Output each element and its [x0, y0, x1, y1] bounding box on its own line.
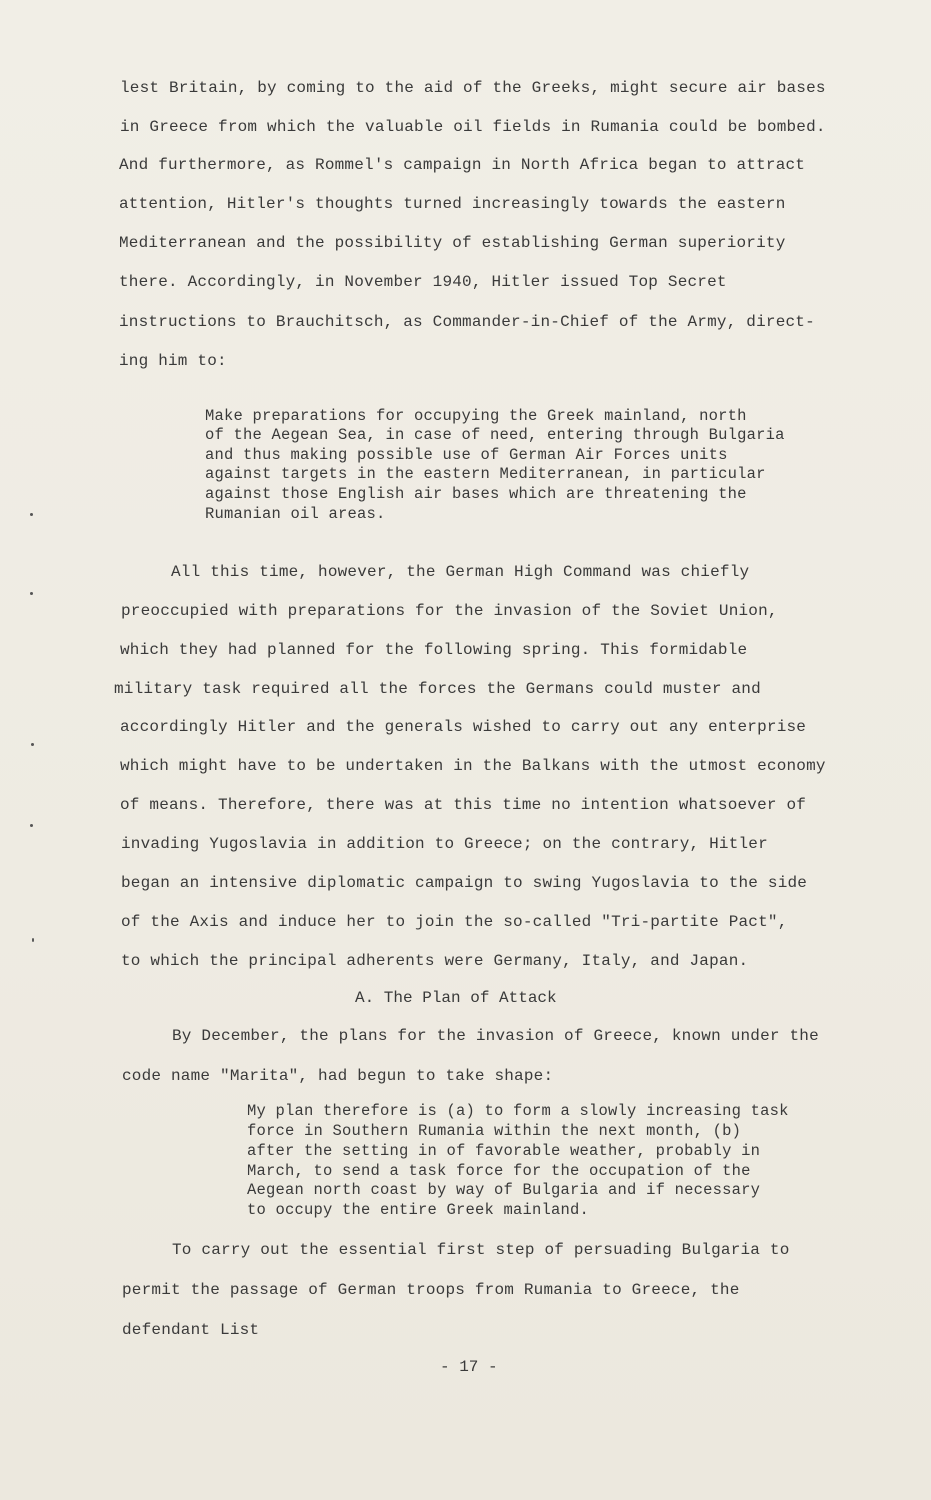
margin-speck [30, 592, 33, 595]
paragraph-2-line: which might have to be undertaken in the Balkans with the utmost economy [120, 757, 826, 775]
paragraph-2-line: began an intensive diplomatic campaign to swing Yugoslavia to the side [121, 874, 808, 892]
quote-2-line: Aegean north coast by way of Bulgaria and if necessary [247, 1181, 761, 1199]
paragraph-3-line: By December, the plans for the invasion of Greece, known under the [172, 1027, 819, 1045]
paragraph-2-line: accordingly Hitler and the generals wished to carry out any enterprise [120, 718, 807, 736]
paragraph-2-line: All this time, however, the German High Command was chiefly [171, 563, 750, 581]
paragraph-2-line: to which the principal adherents were Germany, Italy, and Japan. [121, 952, 749, 970]
paragraph-1-line: there. Accordingly, in November 1940, Hitler issued Top Secret [119, 273, 727, 291]
paragraph-1-line: in Greece from which the valuable oil fields in Rumania could be bombed. [120, 118, 826, 136]
paragraph-4-line: To carry out the essential first step of persuading Bulgaria to [172, 1241, 790, 1259]
quote-2-line: after the setting in of favorable weather, probably in [247, 1142, 761, 1160]
paragraph-2-line: military task required all the forces the Germans could muster and [114, 680, 761, 698]
quote-1-line: and thus making possible use of German Air Forces units [205, 446, 728, 464]
quote-1-line: of the Aegean Sea, in case of need, entering through Bulgaria [205, 426, 785, 444]
quote-1-line: against those English air bases which are threatening the [205, 485, 747, 503]
paragraph-2-line: invading Yugoslavia in addition to Greece; on the contrary, Hitler [121, 835, 768, 853]
margin-speck [30, 824, 33, 827]
paragraph-1-line: lest Britain, by coming to the aid of the Greeks, might secure air bases [120, 79, 826, 97]
paragraph-2-line: which they had planned for the following spring. This formidable [120, 641, 748, 659]
margin-speck [32, 938, 34, 942]
section-heading: A. The Plan of Attack [355, 989, 557, 1007]
paragraph-1-line: attention, Hitler's thoughts turned increasingly towards the eastern [119, 195, 786, 213]
margin-speck [30, 513, 33, 516]
paragraph-1-line: And furthermore, as Rommel's campaign in North Africa began to attract [119, 156, 806, 174]
paragraph-1-line: instructions to Brauchitsch, as Commander-in-Chief of the Army, direct- [119, 313, 815, 331]
quote-1-line: against targets in the eastern Mediterranean, in particular [205, 465, 766, 483]
page-number: - 17 - [440, 1358, 498, 1376]
paragraph-1-line: ing him to: [119, 352, 227, 370]
paragraph-1-line: Mediterranean and the possibility of establishing German superiority [119, 234, 786, 252]
paragraph-2-line: preoccupied with preparations for the invasion of the Soviet Union, [121, 602, 778, 620]
quote-2-line: to occupy the entire Greek mainland. [247, 1201, 590, 1219]
quote-1-line: Make preparations for occupying the Greek mainland, north [205, 407, 747, 425]
paragraph-2-line: of means. Therefore, there was at this time no intention whatsoever of [120, 796, 807, 814]
margin-speck [31, 743, 34, 746]
quote-1-line: Rumanian oil areas. [205, 505, 386, 523]
paragraph-4-line: permit the passage of German troops from Rumania to Greece, the [122, 1281, 740, 1299]
paragraph-4-line: defendant List [122, 1321, 260, 1339]
quote-2-line: My plan therefore is (a) to form a slowly increasing task [247, 1102, 789, 1120]
quote-2-line: force in Southern Rumania within the next month, (b) [247, 1122, 742, 1140]
quote-2-line: March, to send a task force for the occupation of the [247, 1162, 751, 1180]
paragraph-3-line: code name "Marita", had begun to take shape: [122, 1067, 554, 1085]
paragraph-2-line: of the Axis and induce her to join the so-called "Tri-partite Pact", [121, 913, 788, 931]
